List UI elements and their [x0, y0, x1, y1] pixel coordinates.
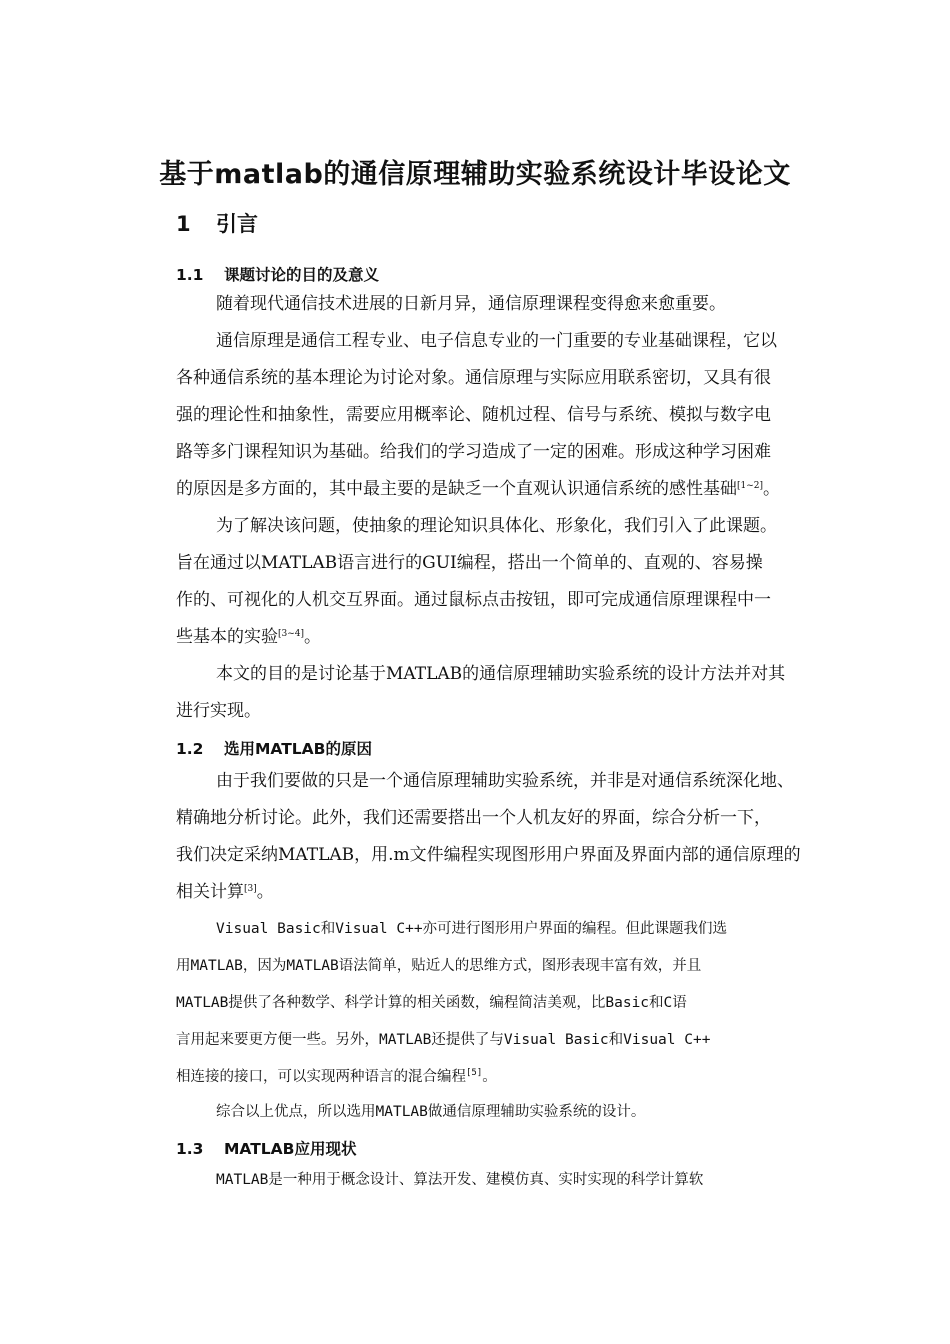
chapter-title: 引言	[216, 212, 258, 236]
chapter-number: 1	[176, 212, 191, 236]
paragraph-line: 强的理论性和抽象性，需要应用概率论、随机过程、信号与系统、模拟与数字电	[176, 405, 771, 425]
citation-ref: [3]	[244, 884, 257, 894]
chapter-heading	[176, 208, 258, 238]
paragraph-line	[176, 479, 780, 499]
paragraph-line: 综合以上优点，所以选用MATLAB做通信原理辅助实验系统的设计。	[216, 1104, 646, 1120]
paragraph-line: 为了解决该问题，使抽象的理论知识具体化、形象化，我们引入了此课题。	[216, 516, 777, 536]
paragraph-line: MATLAB是一种用于概念设计、算法开发、建模仿真、实时实现的科学计算软	[216, 1172, 704, 1188]
paragraph-line: 旨在通过以MATLAB语言进行的GUI编程，搭出一个简单的、直观的、容易操	[176, 553, 763, 573]
paragraph-line: 路等多门课程知识为基础。给我们的学习造成了一定的困难。形成这种学习困难	[176, 442, 771, 462]
paragraph-line: MATLAB提供了各种数学、科学计算的相关函数，编程简洁美观，比Basic和C语	[176, 995, 687, 1011]
line-end: 。	[304, 627, 322, 647]
paragraph-line: 言用起来要更方便一些。另外，MATLAB还提供了与Visual Basic和Visual C++	[176, 1032, 711, 1048]
citation-ref: [5]	[466, 1068, 483, 1078]
paragraph-line	[176, 627, 321, 647]
citation-ref: [1~2]	[737, 481, 764, 491]
paragraph-line: Visual Basic和Visual C++亦可进行图形用户界面的编程。但此课题我们选	[216, 921, 728, 937]
paragraph-line: 由于我们要做的只是一个通信原理辅助实验系统，并非是对通信系统深化地、	[216, 771, 794, 791]
paragraph-line: 通信原理是通信工程专业、电子信息专业的一门重要的专业基础课程，它以	[216, 331, 777, 351]
paragraph-line: 本文的目的是讨论基于MATLAB的通信原理辅助实验系统的设计方法并对其	[216, 664, 786, 684]
line-text: 相关计算	[176, 882, 244, 902]
section-title: 课题讨论的目的及意义	[224, 266, 380, 284]
paragraph-line: 各种通信系统的基本理论为讨论对象。通信原理与实际应用联系密切，又具有很	[176, 368, 771, 388]
section-heading-1-3	[176, 1137, 356, 1159]
section-title: MATLAB应用现状	[224, 1140, 357, 1158]
section-number: 1.2	[176, 740, 204, 758]
section-heading-1-1	[176, 263, 379, 285]
document-title: 基于matlab的通信原理辅助实验系统设计毕设论文	[159, 159, 791, 190]
paragraph-line: 进行实现。	[176, 701, 261, 721]
line-end: 。	[482, 1069, 497, 1085]
line-end: 。	[256, 882, 274, 902]
line-text: 些基本的实验	[176, 627, 278, 647]
paragraph-line: 随着现代通信技术进展的日新月异，通信原理课程变得愈来愈重要。	[216, 294, 726, 314]
paragraph-line: 我们决定采纳MATLAB，用.m文件编程实现图形用户界面及界面内部的通信原理的	[176, 845, 801, 865]
paragraph-line	[176, 1067, 497, 1087]
section-number: 1.1	[176, 266, 204, 284]
paragraph-line	[176, 882, 274, 902]
paragraph-line: 用MATLAB，因为MATLAB语法简单，贴近人的思维方式，图形表现丰富有效，并且	[176, 958, 702, 974]
paragraph-line: 作的、可视化的人机交互界面。通过鼠标点击按钮，即可完成通信原理课程中一	[176, 590, 771, 610]
line-text: 相连接的接口，可以实现两种语言的混合编程	[176, 1069, 466, 1085]
line-text: 的原因是多方面的，其中最主要的是缺乏一个直观认识通信系统的感性基础	[176, 479, 737, 499]
paragraph-line: 精确地分析讨论。此外，我们还需要搭出一个人机友好的界面，综合分析一下，	[176, 808, 771, 828]
section-heading-1-2	[176, 737, 372, 759]
section-number: 1.3	[176, 1140, 204, 1158]
citation-ref: [3~4]	[278, 629, 305, 639]
section-title: 选用MATLAB的原因	[224, 740, 372, 758]
line-end: 。	[763, 479, 781, 499]
